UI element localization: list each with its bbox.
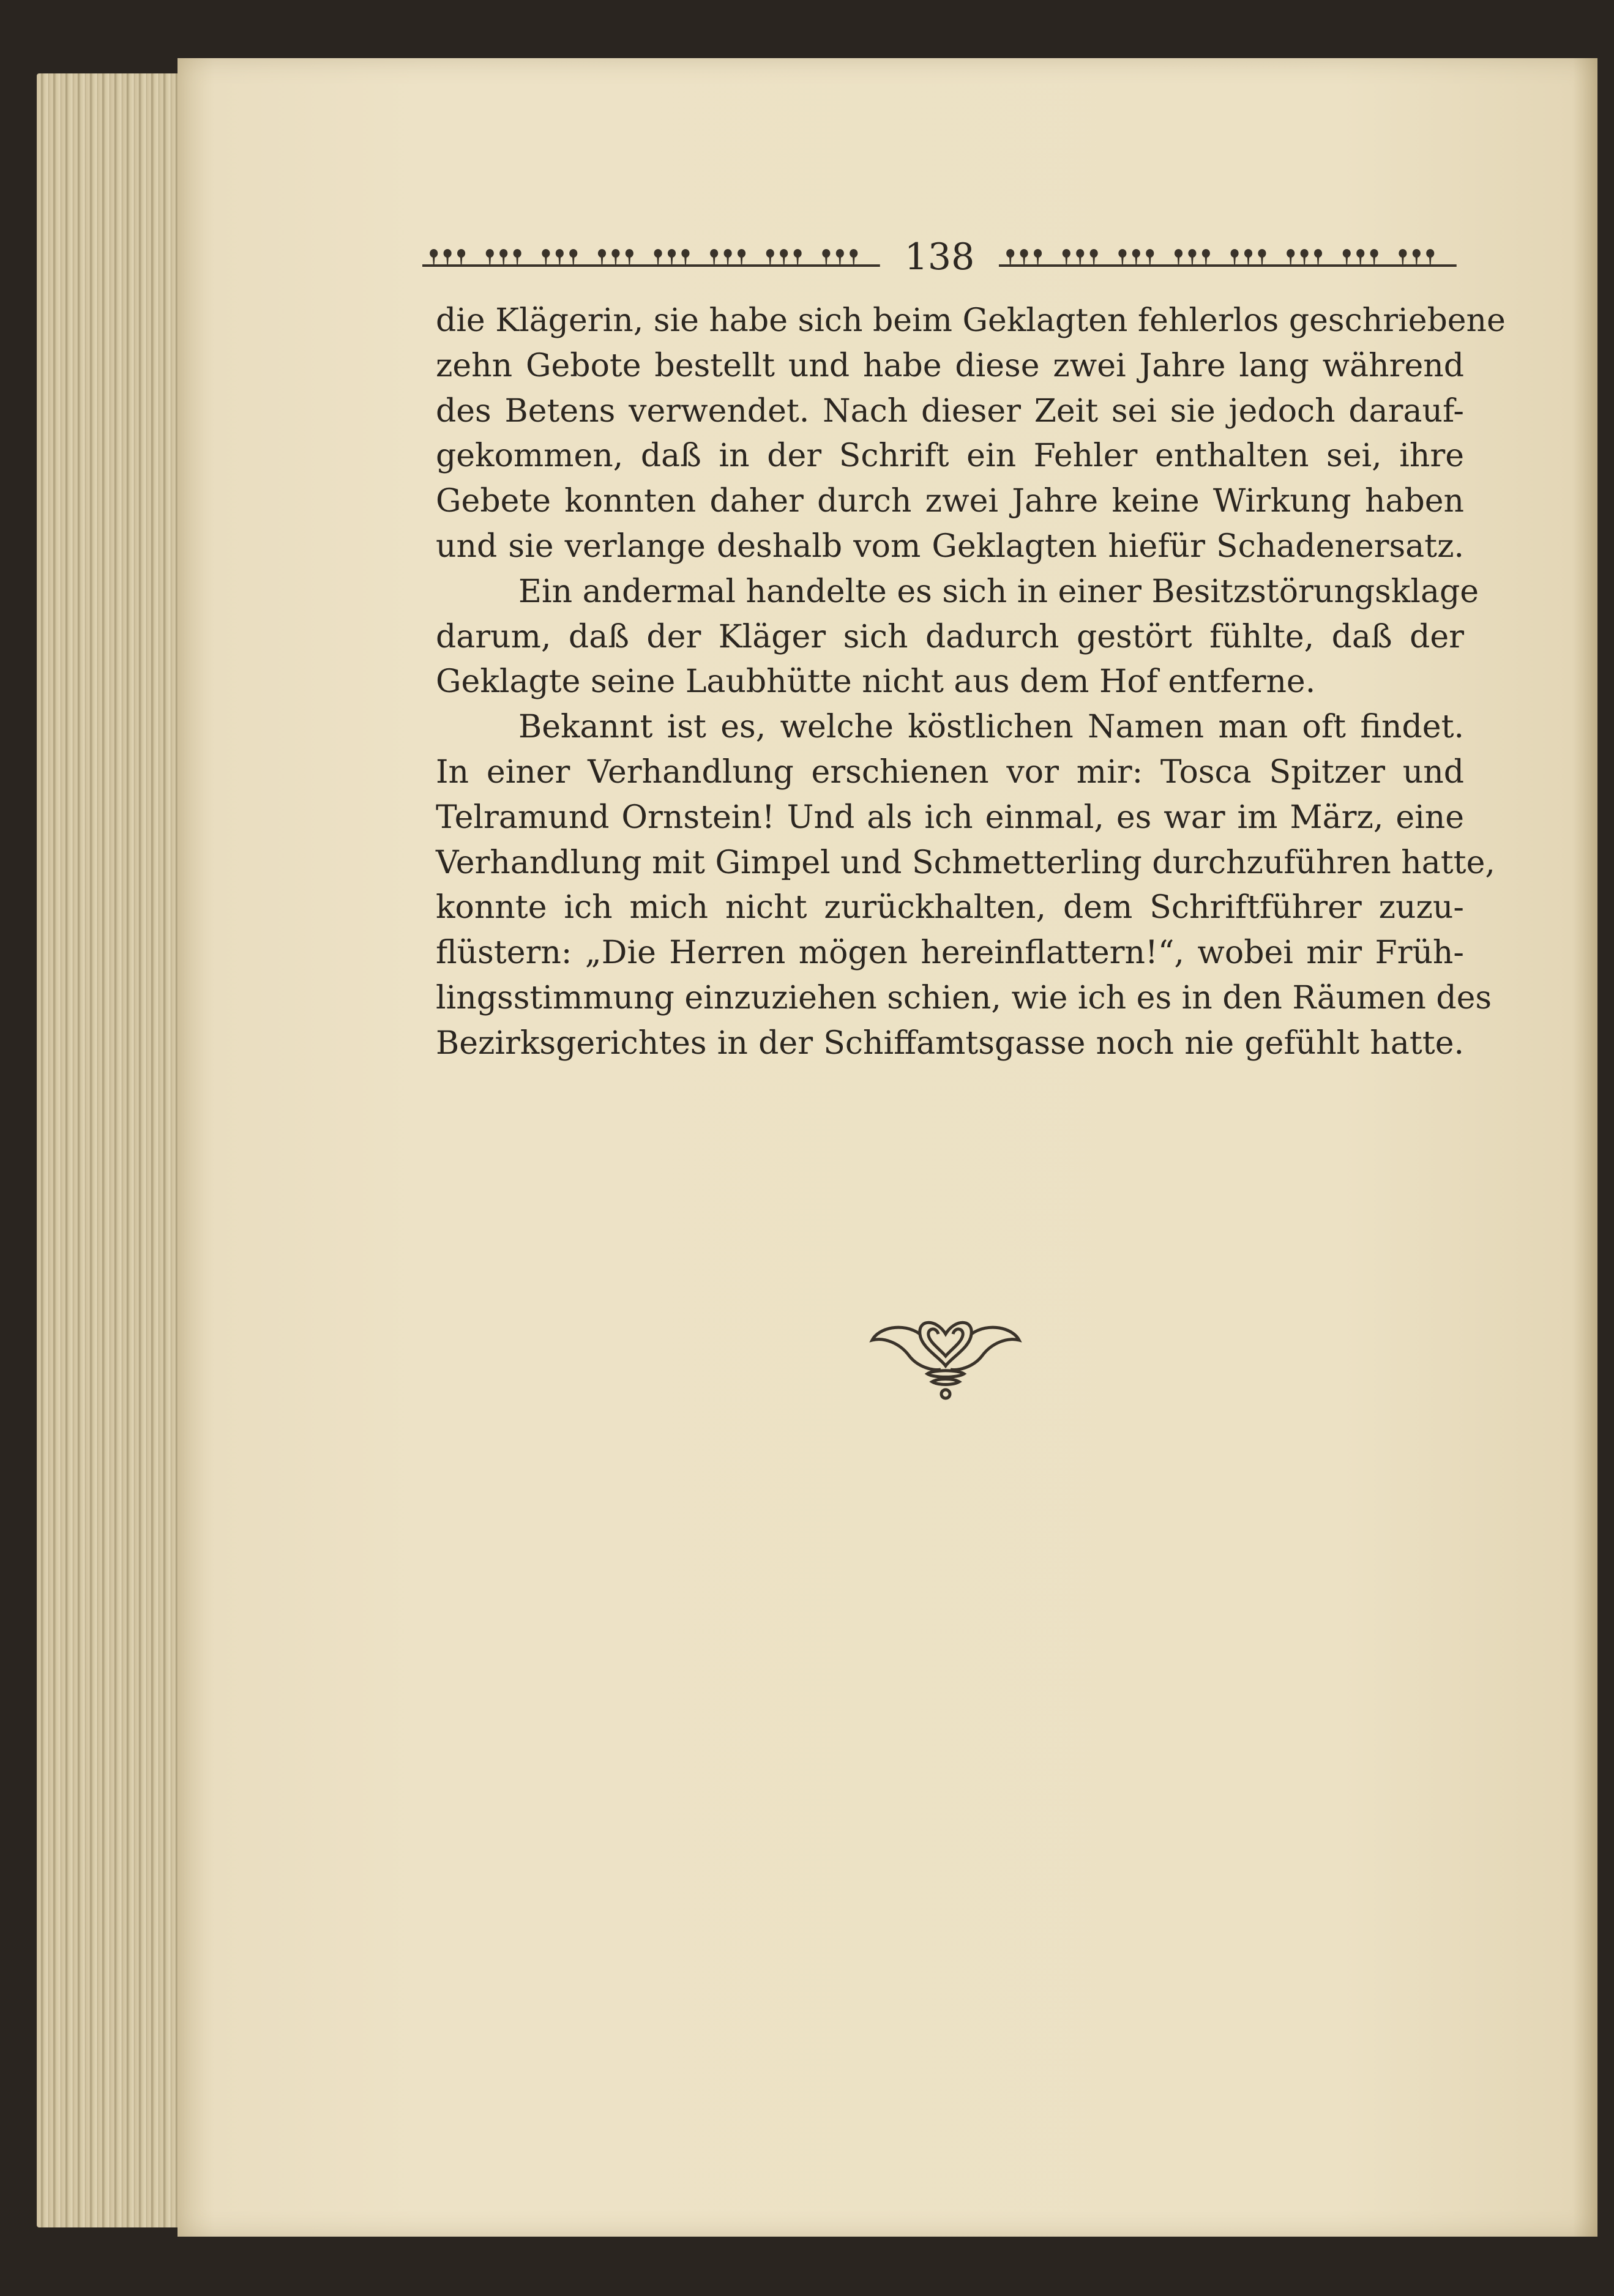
text-line: flüstern: „Die Herren mögen hereinflattern!“, wobei mir Früh-	[436, 934, 1464, 972]
text-line: Gebete konnten daher durch zwei Jahre keine Wirkung haben	[436, 483, 1464, 520]
paragraph-2	[436, 570, 1479, 705]
heart-scroll-vignette-icon	[866, 1310, 1025, 1401]
text-line: Geklagte seine Laubhütte nicht aus dem Hof entferne.	[436, 663, 1316, 701]
text-line: Verhandlung mit Gimpel und Schmetterling durchzuführen hatte,	[436, 844, 1495, 881]
running-header	[422, 233, 1457, 281]
paragraph-3	[436, 705, 1495, 1066]
text-line: des Betens verwendet. Nach dieser Zeit sei sie jedoch darauf-	[436, 392, 1464, 430]
text-line: Telramund Ornstein! Und als ich einmal, es war im März, eine	[436, 799, 1464, 836]
text-line: gekommen, daß in der Schrift ein Fehler enthalten sei, ihre	[436, 438, 1464, 475]
text-line: lingsstimmung einzuziehen schien, wie ich es in den Räumen des	[436, 979, 1492, 1016]
body-text	[436, 299, 1506, 1067]
text-line: zehn Gebote bestellt und habe diese zwei Jahre lang während	[436, 347, 1464, 384]
text-line: darum, daß der Kläger sich dadurch gestört fühlte, daß der	[436, 618, 1464, 655]
right-fleuron-rule-icon	[999, 245, 1457, 269]
text-line: In einer Verhandlung erschienen vor mir: Tosca Spitzer und	[436, 753, 1464, 791]
text-line: die Klägerin, sie habe sich beim Geklagten fehlerlos geschriebene	[436, 302, 1506, 339]
text-line: Ein andermal handelte es sich in einer Besitzstörungsklage	[518, 573, 1479, 610]
left-fleuron-rule-icon	[422, 245, 880, 269]
text-line: Bekannt ist es, welche köstlichen Namen man oft findet.	[518, 709, 1464, 746]
text-line: konnte ich mich nicht zurückhalten, dem Schriftführer zuzu-	[436, 889, 1464, 926]
paragraph-1	[436, 299, 1506, 570]
text-line: Bezirksgerichtes in der Schiffamtsgasse noch nie gefühlt hatte.	[436, 1024, 1464, 1062]
page-edges	[37, 73, 196, 2227]
text-line: und sie verlange deshalb vom Geklagten hiefür Schadenersatz.	[436, 527, 1464, 565]
page-number: 138	[904, 236, 975, 278]
